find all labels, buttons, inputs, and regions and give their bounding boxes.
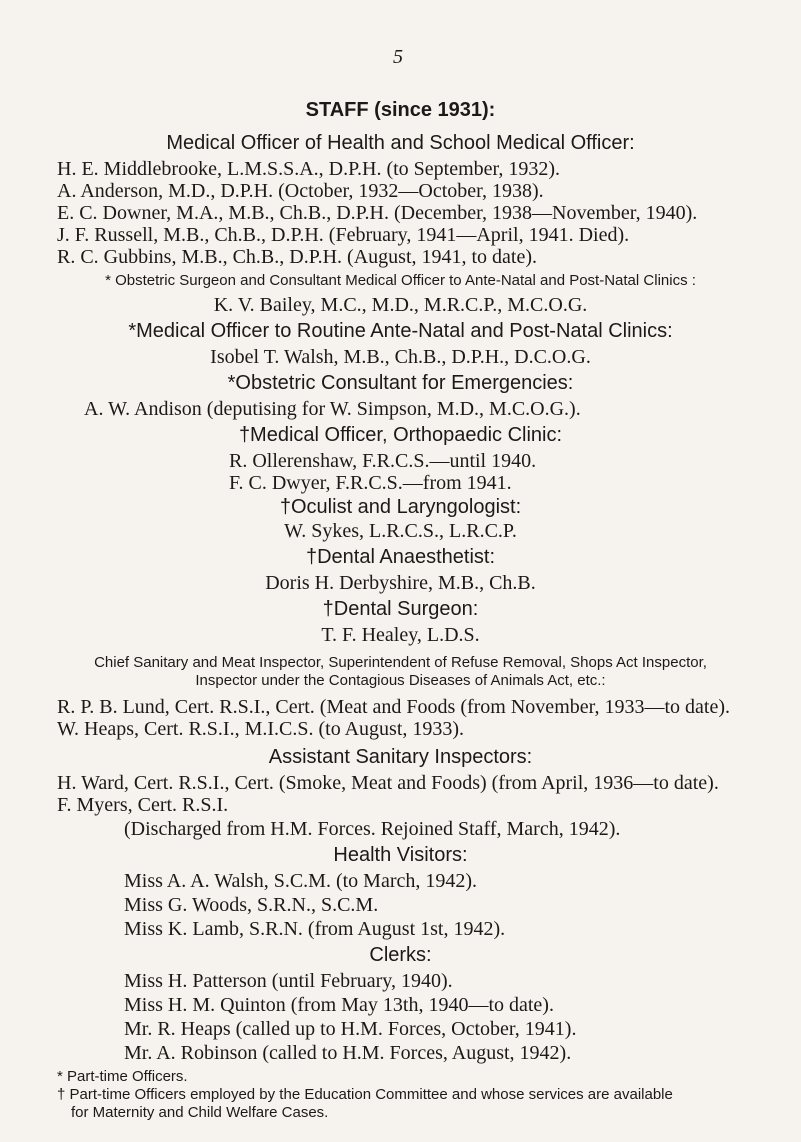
- moh-entry: J. F. Russell, M.B., Ch.B., D.P.H. (February, 1941—April, 1941. Died).: [57, 224, 630, 246]
- footnote: † Part-time Officers employed by the Education Committee and whose services are available: [57, 1086, 673, 1103]
- assistant-entry: (Discharged from H.M. Forces. Rejoined Staff, March, 1942).: [124, 818, 621, 840]
- page-number: 5: [393, 46, 403, 68]
- moh-entry: E. C. Downer, M.A., M.B., Ch.B., D.P.H. (December, 1938—November, 1940).: [57, 202, 698, 224]
- anaesthetist-entry: Doris H. Derbyshire, M.B., Ch.B.: [265, 572, 536, 594]
- chief-heading: Inspector under the Contagious Diseases of Animals Act, etc.:: [195, 672, 606, 689]
- dental-entry: T. F. Healey, L.D.S.: [321, 624, 480, 646]
- oculist-entry: W. Sykes, L.R.C.S., L.R.C.P.: [284, 520, 517, 542]
- routine-heading: *Medical Officer to Routine Ante-Natal and Post-Natal Clinics:: [128, 320, 673, 342]
- chief-heading: Chief Sanitary and Meat Inspector, Superintendent of Refuse Removal, Shops Act Inspector,: [94, 654, 707, 671]
- clerk-entry: Miss H. Patterson (until February, 1940).: [124, 970, 453, 992]
- clerks-heading: Clerks:: [369, 944, 432, 966]
- emergency-entry: A. W. Andison (deputising for W. Simpson, M.D., M.C.O.G.).: [84, 398, 581, 420]
- assistant-heading: Assistant Sanitary Inspectors:: [268, 746, 533, 768]
- clerk-entry: Mr. R. Heaps (called up to H.M. Forces, October, 1941).: [124, 1018, 577, 1040]
- clerk-entry: Miss H. M. Quinton (from May 13th, 1940—to date).: [124, 994, 554, 1016]
- footnote: for Maternity and Child Welfare Cases.: [71, 1104, 329, 1121]
- moh-entry: R. C. Gubbins, M.B., Ch.B., D.P.H. (August, 1941, to date).: [57, 246, 538, 268]
- page-title: STAFF (since 1931):: [305, 99, 496, 121]
- clerk-entry: Mr. A. Robinson (called to H.M. Forces, August, 1942).: [124, 1042, 572, 1064]
- visitors-heading: Health Visitors:: [333, 844, 468, 866]
- moh-heading: Medical Officer of Health and School Medical Officer:: [166, 132, 635, 154]
- ortho-entry: F. C. Dwyer, F.R.C.S.—from 1941.: [229, 472, 512, 494]
- anaesthetist-heading: †Dental Anaesthetist:: [305, 546, 495, 568]
- emergency-heading: *Obstetric Consultant for Emergencies:: [227, 372, 574, 394]
- routine-entry: Isobel T. Walsh, M.B., Ch.B., D.P.H., D.C.O.G.: [210, 346, 591, 368]
- ortho-entry: R. Ollerenshaw, F.R.C.S.—until 1940.: [229, 450, 537, 472]
- visitor-entry: Miss A. A. Walsh, S.C.M. (to March, 1942).: [124, 870, 478, 892]
- visitor-entry: Miss G. Woods, S.R.N., S.C.M.: [124, 894, 379, 916]
- obstetric-entry: K. V. Bailey, M.C., M.D., M.R.C.P., M.C.O.G.: [213, 294, 588, 316]
- chief-entry: R. P. B. Lund, Cert. R.S.I., Cert. (Meat and Foods (from November, 1933—to date).: [57, 696, 731, 718]
- ortho-heading: †Medical Officer, Orthopaedic Clinic:: [238, 424, 563, 446]
- oculist-heading: †Oculist and Laryngologist:: [279, 496, 522, 518]
- moh-entry: H. E. Middlebrooke, L.M.S.S.A., D.P.H. (to September, 1932).: [57, 158, 561, 180]
- obstetric-heading: * Obstetric Surgeon and Consultant Medical Officer to Ante-Natal and Post-Natal Clinics :: [105, 272, 696, 289]
- dental-heading: †Dental Surgeon:: [322, 598, 479, 620]
- assistant-entry: H. Ward, Cert. R.S.I., Cert. (Smoke, Meat and Foods) (from April, 1936—to date).: [57, 772, 719, 794]
- assistant-entry: F. Myers, Cert. R.S.I.: [57, 794, 229, 816]
- moh-entry: A. Anderson, M.D., D.P.H. (October, 1932—October, 1938).: [57, 180, 544, 202]
- chief-entry: W. Heaps, Cert. R.S.I., M.I.C.S. (to August, 1933).: [57, 718, 465, 740]
- footnote: * Part-time Officers.: [57, 1068, 188, 1085]
- visitor-entry: Miss K. Lamb, S.R.N. (from August 1st, 1942).: [124, 918, 506, 940]
